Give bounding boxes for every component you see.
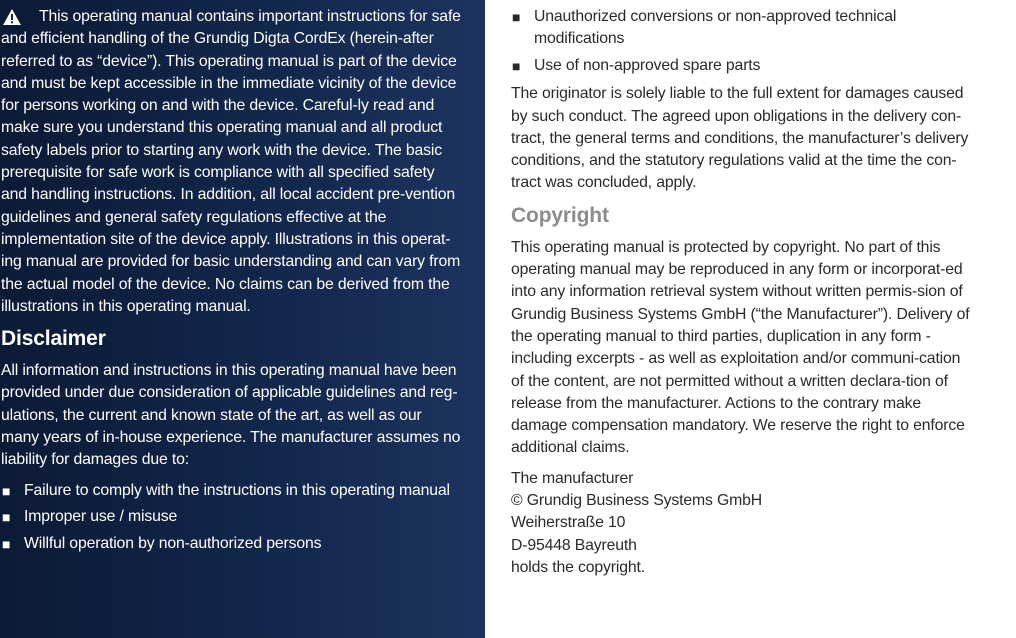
warning-icon xyxy=(1,6,39,25)
copyright-paragraph: This operating manual is protected by copyright. No part of this operating manual may be reproduced in any form or incorporat-ed into any information retrieval system without written permis-sion of Grundig Business Systems GmbH (“the Manufacturer”). Delivery of the operating manual to third parties, duplication in any form - including excerpts - as well as exploitation and/or communi-cation of the content, are not permitted without a written declara-tion of release from the manufacturer. Actions to the contrary make damage compensation mandatory. We reserve the right to enforce additional claims. xyxy=(511,238,970,457)
address-line: The manufacturer xyxy=(511,469,634,487)
disclaimer-paragraph: All information and instructions in this operating manual have been provided under due consideration of applicable guidelines and reg-ulations, the current and known state of the art, as well as our many years of in-house experience. The manufacturer assumes no liability for damages due to: xyxy=(1,362,461,469)
left-column xyxy=(1,6,461,561)
right-column xyxy=(511,6,971,579)
bullet-icon: ■ xyxy=(2,509,11,526)
list-item: ■ Use of non-approved spare parts xyxy=(511,55,971,77)
address-line: D-95448 Bayreuth xyxy=(511,536,637,554)
left-panel xyxy=(0,0,485,638)
liability-list-left xyxy=(1,480,461,556)
disclaimer-heading: Disclaimer xyxy=(1,327,106,351)
address-line: Weiherstraße 10 xyxy=(511,514,626,532)
right-panel xyxy=(485,0,1016,638)
address-line: © Grundig Business Systems GmbH xyxy=(511,492,763,510)
list-item: ■ Improper use / misuse xyxy=(1,506,461,528)
address-line: holds the copyright. xyxy=(511,558,645,576)
liability-list-right xyxy=(511,6,971,77)
bullet-icon: ■ xyxy=(2,536,11,553)
bullet-icon: ■ xyxy=(512,57,521,74)
list-item: ■ Unauthorized conversions or non-approved technical modifications xyxy=(512,8,897,48)
list-item: ■ Willful operation by non-authorized persons xyxy=(1,533,461,555)
copyright-heading: Copyright xyxy=(511,203,609,227)
bullet-icon: ■ xyxy=(512,9,521,25)
intro-paragraph xyxy=(1,6,461,318)
intro-text: This operating manual contains important instructions for safe and efficient handling of the Grundig Digta CordEx (herein-after referred to as “device”). This operating manual is part of the device and must be kept accessible in the immediate vicinity of the device for persons working on and with the device. Careful-ly read and make sure you understand this operating manual and all product safety labels prior to starting any work with the device. The basic prerequisite for safe work is compliance with all specified safety and handling instructions. In addition, all local accident pre-vention guidelines and general safety regulations effective at the implementation site of the device apply. Illustrations in this operat-ing manual are provided for basic understanding and can vary from the actual model of the device. No claims can be derived from the illustrations in this operating manual. xyxy=(1,8,461,315)
list-item: ■ Failure to comply with the instructions in this operating manual xyxy=(1,480,461,502)
liability-paragraph: The originator is solely liable to the full extent for damages caused by such conduct. The agreed upon obligations in the delivery con-tract, the general terms and conditions, the manufacturer’s delivery conditions, and the statutory regulations valid at the time the con-tract was concluded, apply. xyxy=(511,85,969,192)
manufacturer-address xyxy=(511,468,971,579)
bullet-icon: ■ xyxy=(2,482,11,499)
